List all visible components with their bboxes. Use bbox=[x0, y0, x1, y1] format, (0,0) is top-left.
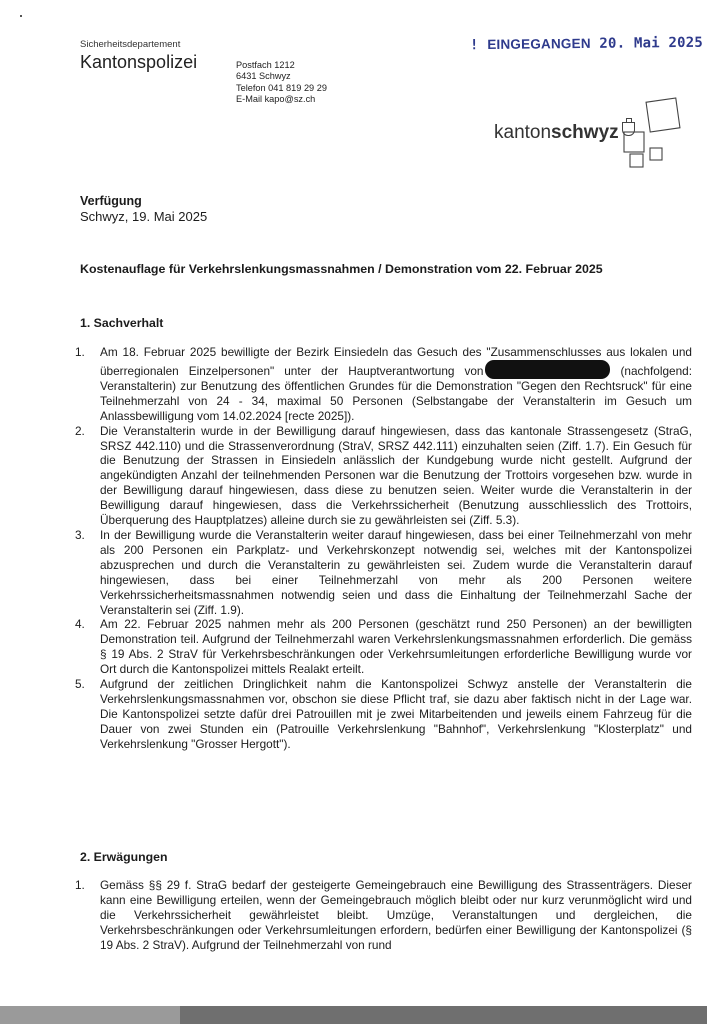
section-heading-considerations: 2. Erwägungen bbox=[80, 850, 168, 864]
list-item bbox=[75, 423, 692, 528]
list-item bbox=[75, 527, 692, 617]
department-name: Sicherheitsdepartement bbox=[80, 39, 181, 50]
redaction-bar bbox=[485, 360, 610, 379]
item-text: Die Veranstalterin wurde in der Bewilligung darauf hingewiesen, dass das kantonale Strassengesetz (StraG, SRSZ 442.110) und die Strassenverordnung (StraV, SRSZ 442.111) einzuhalten seien (Ziff. 1.7). Ein Gesuch für die Benutzung der Strassen in Einsiedeln anlässlich der Kundgebung wurde nicht gestellt. Aufgrund der angekündigten Anzahl der teilnehmenden Personen war die Benutzung der Trottoirs vorgesehen bzw. wurde in der Bewilligung darauf hingewiesen, dass diese zu benutzen seien. Weiter wurde die Veranstalterin in der Bewilligung darauf hingewiesen, dass die Verkehrssicherheit (Benutzung ausschliesslich des Trottoirs, Überquerung des Hauptplatzes) alleine durch sie zu gewährleisten sei (Ziff. 5.3). bbox=[100, 423, 692, 528]
canton-logo bbox=[494, 122, 635, 144]
item-number: 1. bbox=[75, 878, 85, 892]
stamp-prefix: ! bbox=[469, 37, 479, 54]
list-item bbox=[75, 677, 692, 752]
document-subject: Kostenauflage für Verkehrslenkungsmassnahmen / Demonstration vom 22. Februar 2025 bbox=[80, 262, 603, 276]
item-text: Gemäss §§ 29 f. StraG bedarf der gesteigerte Gemeingebrauch eine Bewilligung des Strassenträgers. Dieser kann eine Bewilligung erteilen, wenn der Gemeingebrauch möglich bleibt oder nur kurz verunmöglicht wird und die Verkehrssicherheit gewährleistet bleibt. Umzüge, Veranstaltungen und dergleichen, die Verkehrsbeschränkungen oder Verkehrsumleitungen erfordern, bedürfen einer Bewilligung der Kantonspolizei (§ 19 Abs. 2 StraV). Aufgrund der Teilnehmerzahl von rund bbox=[100, 878, 692, 952]
place-date: Schwyz, 19. Mai 2025 bbox=[80, 209, 208, 224]
considerations-list bbox=[75, 878, 692, 953]
list-item bbox=[75, 617, 692, 677]
item-number: 5. bbox=[75, 677, 85, 692]
shield-icon bbox=[622, 122, 635, 136]
item-number: 3. bbox=[75, 527, 85, 542]
contact-email: E-Mail kapo@sz.ch bbox=[236, 94, 316, 105]
item-text: Am 18. Februar 2025 bewilligte der Bezirk Einsiedeln das Gesuch des "Zusammenschlusses aus lokalen und überregionalen Einzelpersonen" unter der Hauptverantwortung von bbox=[100, 345, 692, 378]
item-text: Am 22. Februar 2025 nahmen mehr als 200 Personen (geschätzt rund 250 Personen) an der bewilligten Demonstration teil. Aufgrund der Teilnehmerzahl waren Verkehrslenkungsmassnahmen erforderlich. Die gemäss § 19 Abs. 2 StraV für Verkehrsbeschränkungen oder Verkehrsumleitungen erforderliche Bewilligung wurde vor Ort durch die Kantonspolizei mittels Realakt erteilt. bbox=[100, 617, 692, 677]
stamp-label: EINGEGANGEN bbox=[487, 35, 591, 53]
contact-phone: Telefon 041 819 29 29 bbox=[236, 82, 327, 93]
contact-postbox: Postfach 1212 bbox=[236, 60, 295, 70]
logo-text-bold: schwyz bbox=[551, 122, 619, 143]
facts-list bbox=[75, 345, 692, 752]
item-text: In der Bewilligung wurde die Veranstalterin weiter darauf hingewiesen, dass bei einer Teilnehmerzahl von mehr als 200 Personen ein Parkplatz- und Verkehrskonzept notwendig sei, welches mit der Kantonspolizei abzusprechen und durch die Veranstalterin zu gewährleisten sei. Zudem wurde die Veranstalterin darauf hingewiesen, dass bei einer Teilnehmerzahl von mehr als 200 Personen weitere Verkehrssicherheitsmassnahmen notwendig seien und dass die Einhaltung der Teilnehmerzahl Sache der Veranstalterin sei (Ziff. 1.9). bbox=[100, 527, 692, 617]
received-stamp bbox=[470, 35, 703, 53]
item-number: 4. bbox=[75, 617, 85, 632]
scan-speck bbox=[20, 15, 22, 17]
contact-city: 6431 Schwyz bbox=[236, 71, 291, 82]
list-item bbox=[75, 345, 692, 424]
agency-name: Kantonspolizei bbox=[80, 52, 198, 72]
scan-edge-light bbox=[0, 1006, 180, 1024]
stamp-date: 20. Mai 2025 bbox=[599, 34, 704, 52]
item-text-continued: (nachfolgend: Veranstalterin) zur Benutzung des öffentlichen Grundes für die Demonstration "Gegen den Rechtsruck" für eine Teilnehmerzahl von 24 - 34, maximal 50 Personen (Selbstangabe der Veranstalterin im Gesuch um Anlassbewilligung vom 14.02.2024 [recte 2025]). bbox=[100, 363, 692, 423]
contact-block bbox=[236, 60, 327, 106]
scan-edge-bar bbox=[0, 1006, 707, 1024]
list-item bbox=[75, 878, 692, 953]
item-text: Aufgrund der zeitlichen Dringlichkeit nahm die Kantonspolizei Schwyz anstelle der Veranstalterin die Verkehrslenkungsmassnahmen vor, obschon sie diese Pflicht traf, sie dazu aber faktisch nicht in der Lage war. Die Kantonspolizei setzte dafür drei Patrouillen mit je zwei Mitarbeitenden und jeweils einem Fahrzeug für die Dauer von zwei Stunden ein (Patrouille Verkehrslenkung "Bahnhof", Verkehrslenkung "Klosterplatz" und Verkehrslenkung "Grosser Hergott"). bbox=[100, 677, 692, 751]
item-number: 2. bbox=[75, 423, 85, 438]
document-type: Verfügung bbox=[80, 194, 142, 208]
logo-text-regular: kanton bbox=[494, 122, 552, 143]
section-heading-facts: 1. Sachverhalt bbox=[80, 316, 164, 330]
item-number: 1. bbox=[75, 345, 85, 359]
